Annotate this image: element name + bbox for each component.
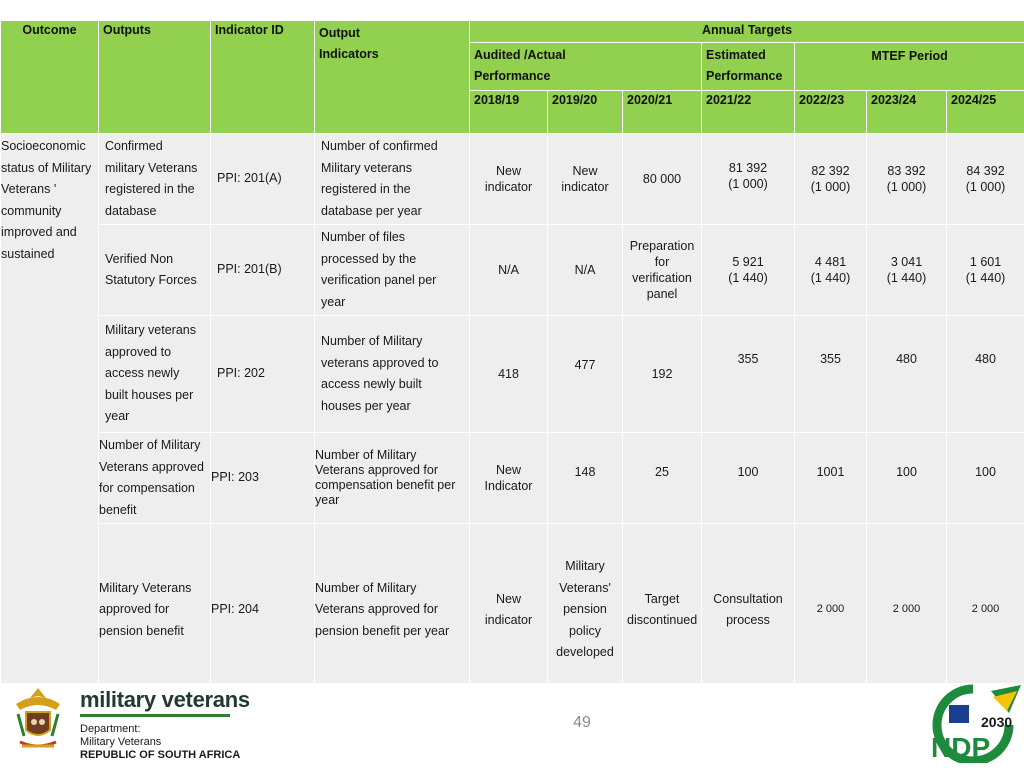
indicator-line: Number of confirmed: [321, 139, 438, 153]
header-outcome: Outcome: [1, 21, 99, 134]
indicator-line: Number of Military: [321, 334, 423, 348]
value-line: 81 392: [728, 161, 768, 175]
header-year-2019-20: 2019/20: [548, 91, 623, 134]
value-2020-21: [623, 225, 702, 316]
output-cell: [99, 134, 211, 225]
indicator-line: houses per year: [321, 398, 411, 413]
output-line: registered in the: [105, 182, 195, 196]
indicator-cell: [315, 225, 470, 316]
value-2023-24: [867, 524, 947, 697]
header-year-2022-23: 2022/23: [795, 91, 867, 134]
value-line: Military: [565, 559, 605, 574]
value-line: New: [495, 591, 521, 606]
value-line: 355: [820, 352, 841, 366]
header-audited-line1: Audited /Actual: [474, 48, 566, 63]
output-cell: [99, 225, 211, 316]
value-line: 192: [651, 367, 673, 381]
value-2021-22: [702, 433, 795, 524]
outcome-line: improved and: [1, 225, 77, 239]
header-indicator-id: Indicator ID: [211, 21, 315, 134]
table-row: [1, 524, 1024, 697]
value-line: 80 000: [642, 172, 682, 186]
value-line: 418: [498, 367, 519, 381]
brand-underline: [80, 714, 230, 717]
indicator-line: year: [315, 493, 340, 507]
output-line: Number of Military: [99, 438, 201, 452]
output-line: built houses per: [105, 387, 194, 402]
output-line: approved for: [99, 602, 170, 617]
value-line: 100: [896, 465, 917, 479]
indicator-line: Number of Military: [315, 448, 417, 462]
output-line: Military veterans: [105, 323, 196, 338]
value-2024-25: [947, 316, 1024, 433]
value-line: (1 440): [728, 271, 768, 285]
value-2019-20: [548, 134, 623, 225]
value-line: 1 601: [969, 255, 1002, 269]
value-2019-20: [548, 225, 623, 316]
value-line: indicator: [484, 613, 533, 627]
indicator-cell: [315, 433, 470, 524]
outcome-cell: [1, 134, 99, 697]
value-line: 2 000: [971, 603, 1000, 616]
indicator-line: verification panel per: [321, 273, 437, 287]
indicator-line: Veterans approved for: [315, 602, 438, 617]
value-line: 355: [737, 352, 759, 366]
indicator-id-cell: PPI: 201(A): [211, 134, 315, 225]
output-line: pension benefit: [99, 623, 184, 638]
value-2021-22: [702, 316, 795, 433]
value-2023-24: [867, 134, 947, 225]
value-line: 3 041: [890, 255, 923, 269]
value-2023-24: [867, 316, 947, 433]
table-row: [1, 433, 1024, 524]
indicator-line: Military veterans: [321, 160, 412, 175]
department-label: Department:: [80, 723, 141, 735]
output-cell: [99, 433, 211, 524]
output-line: military Veterans: [105, 160, 198, 175]
value-line: discontinued: [627, 613, 698, 627]
value-2019-20: [548, 433, 623, 524]
value-line: N/A: [574, 263, 596, 277]
value-line: for: [654, 255, 670, 269]
value-2022-23: [795, 524, 867, 697]
header-output-indicators-line2: Indicators: [319, 47, 379, 61]
value-line: Preparation: [629, 239, 695, 253]
value-2022-23: [795, 225, 867, 316]
value-line: 83 392: [887, 164, 926, 178]
annual-targets-table: [0, 20, 1024, 697]
header-audited-line2: Performance: [474, 69, 551, 84]
value-line: 480: [975, 352, 996, 366]
value-line: 4 481: [814, 255, 847, 269]
indicator-id-cell: PPI: 201(B): [211, 225, 315, 316]
value-2018-19: [470, 524, 548, 697]
indicator-line: Number of Military: [315, 580, 417, 595]
output-line: Confirmed: [105, 139, 163, 153]
indicator-cell: [315, 134, 470, 225]
value-2018-19: [470, 433, 548, 524]
indicator-line: database per year: [321, 203, 422, 218]
republic-label: REPUBLIC OF SOUTH AFRICA: [80, 749, 241, 761]
value-2018-19: [470, 316, 548, 433]
output-line: Statutory Forces: [105, 273, 197, 287]
value-line: 25: [655, 465, 669, 479]
value-line: Veterans': [559, 580, 611, 595]
value-line: 2 000: [892, 603, 921, 616]
value-line: 5 921: [732, 255, 764, 269]
value-2020-21: [623, 316, 702, 433]
output-line: year: [105, 409, 130, 424]
page-number: 49: [573, 714, 591, 731]
output-line: approved to: [105, 344, 172, 359]
header-estimated-line1: Estimated: [706, 48, 766, 63]
output-line: benefit: [99, 502, 137, 517]
value-2019-20: [548, 316, 623, 433]
value-2021-22: [702, 134, 795, 225]
value-line: (1 440): [810, 271, 851, 285]
header-outputs: Outputs: [99, 21, 211, 134]
value-line: indicator: [561, 180, 609, 194]
department-name: Military Veterans: [80, 736, 162, 748]
value-2023-24: [867, 225, 947, 316]
value-line: (1 000): [728, 177, 768, 191]
value-line: process: [726, 613, 770, 627]
value-line: 82 392: [811, 164, 850, 178]
value-2020-21: [623, 524, 702, 697]
header-output-indicators-line1: Output: [319, 26, 360, 40]
indicator-id-cell: PPI: 203: [211, 433, 315, 524]
value-line: 480: [896, 352, 917, 366]
indicator-line: processed by the: [321, 251, 417, 266]
header-year-2018-19: 2018/19: [470, 91, 548, 134]
header-year-2024-25: 2024/25: [947, 91, 1024, 134]
indicator-cell: [315, 524, 470, 697]
value-line: (1 440): [886, 271, 927, 285]
indicator-line: registered in the: [321, 182, 411, 196]
header-estimated-line2: Performance: [706, 69, 783, 84]
output-cell: [99, 524, 211, 697]
output-line: database: [105, 203, 157, 218]
value-line: Target: [644, 591, 680, 606]
output-line: for compensation: [99, 481, 195, 495]
value-2018-19: [470, 225, 548, 316]
department-logo: [80, 686, 250, 762]
indicator-line: Number of files: [321, 230, 406, 244]
value-line: Consultation: [713, 591, 783, 606]
table-row: [1, 134, 1024, 225]
value-line: 477: [574, 358, 596, 372]
indicator-line: Veterans approved for: [315, 463, 438, 477]
value-line: 100: [975, 465, 996, 479]
value-line: pension: [563, 602, 607, 617]
indicator-line: pension benefit per year: [315, 623, 450, 638]
value-line: (1 000): [886, 180, 927, 194]
header-estimated-performance: [702, 43, 795, 91]
header-year-2021-22: 2021/22: [702, 91, 795, 134]
header-audited-performance: [470, 43, 702, 91]
value-2020-21: [623, 433, 702, 524]
value-2024-25: [947, 225, 1024, 316]
outcome-line: community: [1, 203, 62, 218]
indicator-cell: [315, 316, 470, 433]
outcome-line: sustained: [1, 246, 55, 261]
value-2022-23: [795, 134, 867, 225]
output-line: Military Veterans: [99, 580, 192, 595]
indicator-id-cell: PPI: 202: [211, 316, 315, 433]
coat-of-arms-icon: [8, 684, 68, 757]
value-2020-21: [623, 134, 702, 225]
table-row: [1, 225, 1024, 316]
output-line: Verified Non: [105, 251, 174, 266]
value-line: (1 440): [965, 271, 1006, 285]
outcome-line: Socioeconomic: [1, 139, 86, 153]
value-line: New: [572, 164, 598, 178]
indicator-id-cell: PPI: 204: [211, 524, 315, 697]
value-line: policy: [569, 623, 601, 638]
value-2022-23: [795, 316, 867, 433]
value-line: N/A: [498, 263, 519, 277]
value-line: 1001: [816, 465, 845, 479]
value-line: 100: [737, 465, 759, 479]
value-2023-24: [867, 433, 947, 524]
header-annual-targets: Annual Targets: [470, 21, 1024, 43]
value-2021-22: [702, 225, 795, 316]
value-line: 2 000: [816, 603, 845, 616]
indicator-line: access newly built: [321, 377, 422, 391]
header-year-2020-21: 2020/21: [623, 91, 702, 134]
header-output-indicators: [315, 21, 470, 134]
header-year-2023-24: 2023/24: [867, 91, 947, 134]
value-2024-25: [947, 433, 1024, 524]
value-line: developed: [556, 645, 614, 660]
table-row: [1, 316, 1024, 433]
value-line: 148: [574, 465, 596, 479]
value-line: Indicator: [484, 479, 533, 493]
value-line: (1 000): [810, 180, 851, 194]
brand-wordmark: military veterans: [80, 687, 250, 712]
value-2018-19: [470, 134, 548, 225]
indicator-line: veterans approved to: [321, 355, 439, 370]
value-line: indicator: [484, 180, 533, 194]
outcome-line: Veterans ': [1, 182, 57, 196]
indicator-line: year: [321, 294, 346, 309]
ndp-2030-logo-icon: [923, 683, 1023, 768]
top-band: [0, 0, 1024, 20]
value-line: panel: [646, 287, 678, 301]
output-line: Veterans approved: [99, 459, 204, 474]
output-line: access newly: [105, 366, 180, 381]
value-2024-25: [947, 524, 1024, 697]
value-line: 84 392: [966, 164, 1005, 178]
value-2019-20: [548, 524, 623, 697]
value-line: New: [495, 164, 521, 178]
indicator-line: compensation benefit per: [315, 478, 456, 492]
value-line: New: [495, 463, 521, 477]
value-line: (1 000): [965, 180, 1006, 194]
value-2024-25: [947, 134, 1024, 225]
ndp-year: 2030: [981, 714, 1013, 730]
header-mtef-period: MTEF Period: [795, 43, 1024, 91]
value-2022-23: [795, 433, 867, 524]
outcome-line: status of Military: [1, 160, 92, 175]
ndp-text: NDP: [931, 732, 991, 763]
value-line: verification: [632, 271, 692, 285]
value-2021-22: [702, 524, 795, 697]
output-cell: [99, 316, 211, 433]
